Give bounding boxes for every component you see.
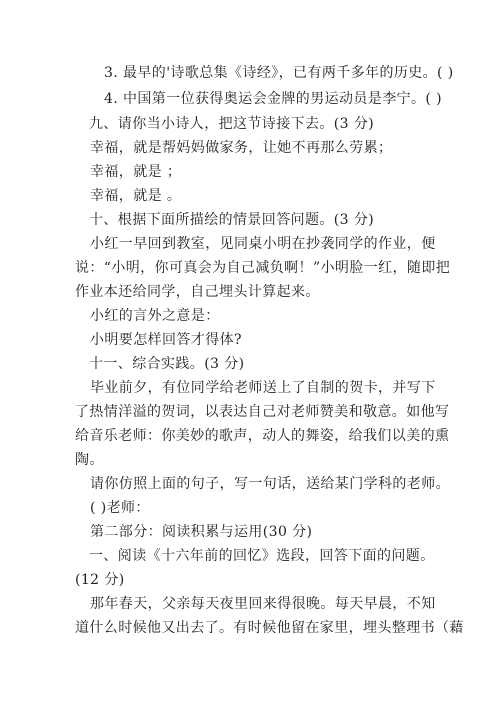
section-heading: 九、请你当小诗人，把这节诗接下去。(3 分) bbox=[89, 116, 375, 132]
section-heading: 十一、综合实践。(3 分) bbox=[89, 356, 245, 372]
text-line: 4. 中国第一位获得奥运会金牌的男运动员是李宁。( ) bbox=[104, 91, 442, 107]
text-line: 小红的言外之意是： bbox=[90, 308, 220, 324]
text-line: ( )老师： bbox=[90, 500, 150, 516]
text-line: 小明要怎样回答才得体? bbox=[90, 332, 242, 348]
text-line: 3. 最早的'诗歌总集《诗经》，已有两千多年的历史。( ) bbox=[104, 65, 454, 81]
text-line: 那年春天，父亲每天夜里回来得很晚。每天早晨，不知 bbox=[90, 596, 436, 612]
section-heading: 一、阅读《十六年前的回忆》选段，回答下面的问题。 bbox=[89, 548, 435, 564]
text-line: 作业本还给同学，自己埋头计算起来。 bbox=[75, 284, 320, 300]
text-line: 了热情洋溢的贺词，以表达自己对老师赞美和敬意。如他写 bbox=[75, 404, 450, 420]
text-line: 给音乐老师：你美妙的歌声，动人的舞姿，给我们以美的熏 bbox=[75, 428, 450, 444]
text-line: (12 分) bbox=[75, 572, 125, 588]
section-heading: 第二部分：阅读积累与运用(30 分) bbox=[90, 524, 313, 540]
text-line: 小红一早回到教室，见同桌小明在抄袭同学的作业，便 bbox=[90, 236, 436, 252]
text-line: 陶。 bbox=[75, 452, 104, 468]
section-heading: 十、根据下面所描绘的情景回答问题。(3 分) bbox=[89, 212, 375, 228]
text-line: 幸福，就是 。 bbox=[90, 188, 182, 204]
text-line: 道什么时候他又出去了。有时候他留在家里，埋头整理书（藉 bbox=[75, 620, 464, 636]
text-line: 请你仿照上面的句子，写一句话，送给某门学科的老师。 bbox=[90, 476, 450, 492]
text-line: 幸福，就是帮妈妈做家务，让她不再那么劳累； bbox=[90, 140, 393, 156]
text-line: 毕业前夕，有位同学给老师送上了自制的贺卡，并写下 bbox=[90, 380, 436, 396]
text-line: 幸福，就是 ； bbox=[90, 164, 182, 180]
text-line: 说：“小明，你可真会为自己减负啊！”小明脸一红，随即把 bbox=[75, 260, 451, 276]
